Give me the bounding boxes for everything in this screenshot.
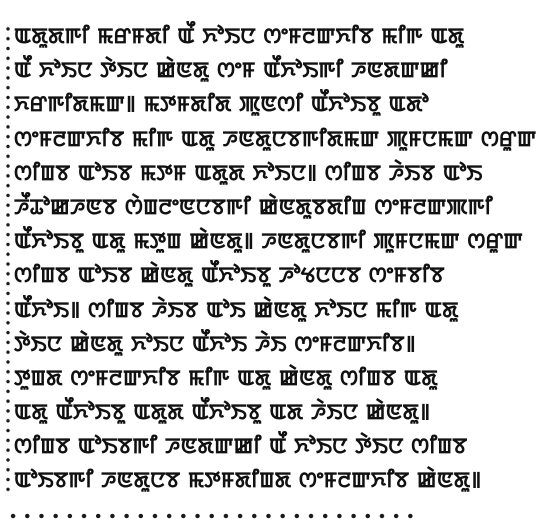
text-line: ꯍꯩꯊꯣꯀꯍꯟꯕ ꯁꯥꯡꯂꯦꯟꯅꯕꯒꯤ ꯀꯥꯟꯗꯨꯕꯗꯤꯡ ꯁꯦꯝꯂꯛꯄꯒꯤ (14, 194, 493, 220)
text-line: ꯑꯣꯏꯕꯒꯤ ꯍꯟꯗꯨꯅꯕ ꯃꯇꯝꯗꯤꯡꯗ ꯁꯦꯝꯂꯛꯈꯤꯕ ꯀꯥꯟꯗꯨ꯫ (14, 468, 482, 494)
text-line: ꯁꯦꯝꯂꯛꯈꯤꯕ ꯃꯤꯒ ꯑꯗꯨ ꯍꯟꯗꯨꯅꯕꯒꯤꯗꯃꯛ ꯄꯨꯝꯅꯃꯛ ꯁꯔꯨꯛ (14, 126, 536, 152)
text-line: ꯁꯤꯡꯕ ꯑꯣꯏꯕ ꯃꯇꯝ ꯑꯗꯨꯗ ꯈꯣꯏꯅ꯫ ꯁꯤꯡꯕ ꯍꯥꯏꯕ ꯑꯣꯏ (14, 160, 483, 186)
text-line: ꯇꯨꯡꯗ ꯁꯦꯝꯂꯛꯈꯤꯕ ꯃꯤꯒ ꯑꯗꯨ ꯀꯥꯟꯗꯨ ꯁꯤꯡꯕ ꯑꯗꯨ (14, 365, 438, 391)
bottom-dotted-border (6, 513, 416, 519)
text-line: ꯁꯤꯡꯕ ꯑꯣꯏꯕꯒꯤ ꯍꯟꯗꯛꯀꯤ ꯑꯩ ꯈꯣꯏꯅ ꯇꯥꯏꯅ ꯁꯤꯡꯕ (14, 434, 468, 460)
text-line: ꯑꯩꯈꯣꯏ꯫ ꯁꯤꯡꯕ ꯍꯥꯏꯕ ꯑꯣꯏ ꯀꯥꯟꯗꯨ ꯈꯣꯏꯅ ꯃꯤꯒ ꯑꯗꯨ (14, 297, 459, 323)
text-line: ꯑꯗꯨ ꯑꯩꯈꯣꯏꯕꯨ ꯑꯗꯨꯗ ꯑꯩꯈꯣꯏꯕꯨ ꯑꯗ ꯍꯥꯏꯅ ꯀꯥꯟꯗꯨ꯫ (14, 400, 431, 426)
left-dotted-border (6, 24, 10, 494)
text-line: ꯁꯤꯡꯕ ꯑꯣꯏꯕ ꯀꯥꯟꯗꯨ ꯑꯩꯈꯣꯏꯕꯨ ꯍꯣꯠꯅꯅꯕ ꯁꯦꯝꯕꯤꯕ (14, 263, 445, 289)
text-line: ꯑꯩ ꯈꯣꯏꯅ ꯇꯥꯏꯅ ꯀꯥꯟꯗꯨ ꯁꯦꯝ ꯑꯩꯈꯣꯏꯒꯤ ꯍꯟꯗꯛꯀꯤ (14, 58, 448, 84)
text-block (14, 20, 536, 499)
text-line: ꯑꯗꯨꯗꯒꯤ ꯃꯔꯝꯗꯤ ꯑꯩ ꯈꯣꯏꯅ ꯁꯦꯝꯂꯛꯈꯤꯕ ꯃꯤꯒ ꯑꯗꯨ (14, 24, 465, 49)
text-line: ꯈꯔꯒꯤꯗꯃꯛ꯫ ꯃꯇꯝꯗꯤꯗ ꯄꯨꯟꯁꯤ ꯑꯩꯈꯣꯏꯕꯨ ꯑꯗꯣ (14, 92, 429, 118)
text-line: ꯑꯩꯈꯣꯏꯕꯨ ꯑꯗꯨ ꯃꯇꯨꯡ ꯀꯥꯟꯗꯨ꯫ ꯍꯟꯗꯨꯅꯕꯒꯤ ꯄꯨꯝꯅꯃꯛ ꯁꯔꯨꯛ (14, 229, 523, 255)
text-line: ꯇꯥꯏꯅ ꯀꯥꯟꯗꯨ ꯈꯣꯏꯅ ꯑꯩꯈꯣꯏ ꯍꯥꯏ ꯁꯦꯝꯂꯛꯈꯤꯕ꯫ (14, 331, 416, 357)
